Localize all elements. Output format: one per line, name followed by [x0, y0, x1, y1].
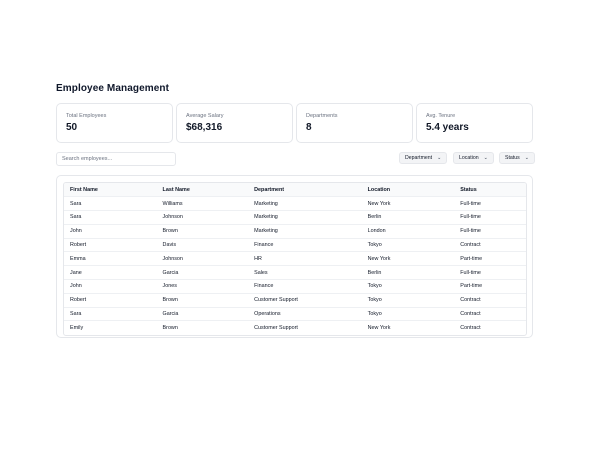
cell-department: Customer Support — [254, 325, 298, 332]
table-row[interactable] — [64, 252, 526, 266]
department-filter-label: Department — [405, 155, 433, 161]
search-input[interactable] — [56, 152, 176, 166]
column-header-status[interactable]: Status — [454, 183, 526, 197]
cell-department: Marketing — [248, 211, 362, 225]
location-filter-button[interactable] — [453, 152, 494, 164]
cell-location: Tokyo — [362, 293, 455, 307]
cell-status: Contract — [454, 293, 526, 307]
cell-last-name: Williams — [157, 197, 249, 211]
stats-row — [56, 103, 533, 143]
cell-location: Tokyo — [362, 307, 455, 321]
table-row[interactable] — [64, 307, 526, 321]
stat-value: 50 — [66, 122, 78, 133]
cell-last-name: Johnson — [157, 211, 249, 225]
cell-location: Tokyo — [362, 238, 455, 252]
cell-department: Sales — [248, 266, 362, 280]
table-row[interactable] — [64, 211, 526, 225]
column-header-first-name[interactable]: First Name — [64, 183, 157, 197]
employee-management-page — [56, 83, 533, 332]
table-row[interactable] — [64, 266, 526, 280]
cell-department: Operations — [248, 307, 362, 321]
table-row[interactable] — [64, 293, 526, 307]
chevron-down-icon: ⌄ — [437, 155, 442, 161]
column-header-department[interactable]: Department — [248, 183, 362, 197]
stat-card-average-salary — [176, 103, 293, 143]
employee-table — [64, 183, 526, 335]
table-row[interactable] — [64, 280, 526, 294]
stat-label: Departments — [306, 113, 338, 119]
cell-last-name: Brown — [162, 325, 178, 332]
employee-table-card — [56, 175, 533, 338]
cell-status: Full-time — [454, 266, 526, 280]
cell-first-name: Jane — [64, 266, 157, 280]
stat-value: $68,316 — [186, 122, 223, 133]
cell-first-name: Sara — [64, 197, 157, 211]
cell-status: Part-time — [454, 252, 526, 266]
cell-last-name: Brown — [157, 293, 249, 307]
cell-department: Customer Support — [248, 293, 362, 307]
cell-first-name: Emily — [70, 325, 84, 332]
cell-department: Marketing — [248, 197, 362, 211]
cell-location: London — [362, 224, 455, 238]
stat-card-total-employees — [56, 103, 173, 143]
status-filter-label: Status — [505, 155, 520, 161]
column-header-last-name[interactable]: Last Name — [157, 183, 249, 197]
column-header-location[interactable]: Location — [362, 183, 455, 197]
cell-last-name: Garcia — [157, 266, 249, 280]
cell-first-name: John — [64, 224, 157, 238]
table-row[interactable] — [64, 224, 526, 238]
chevron-down-icon: ⌄ — [524, 155, 529, 161]
cell-first-name: Robert — [64, 293, 157, 307]
stat-card-avg-tenure — [416, 103, 533, 143]
cell-location: New York — [362, 252, 455, 266]
table-header-row — [64, 183, 526, 197]
table-body — [64, 197, 526, 335]
cell-location: Tokyo — [362, 280, 455, 294]
stat-value: 8 — [306, 122, 312, 133]
stat-label: Total Employees — [66, 113, 107, 119]
cell-location: New York — [362, 197, 455, 211]
table-row[interactable] — [64, 197, 526, 211]
cell-location: Berlin — [362, 266, 455, 280]
cell-last-name: Jones — [157, 280, 249, 294]
cell-first-name: Robert — [64, 238, 157, 252]
stat-card-departments — [296, 103, 413, 143]
location-filter-label: Location — [459, 155, 479, 161]
cell-department: Finance — [248, 238, 362, 252]
stat-value: 5.4 years — [426, 122, 469, 133]
cell-department: Finance — [248, 280, 362, 294]
cell-status: Full-time — [454, 211, 526, 225]
stat-label: Average Salary — [186, 113, 224, 119]
employee-table-container — [63, 182, 527, 336]
cell-location: New York — [367, 325, 391, 332]
cell-last-name: Davis — [157, 238, 249, 252]
cell-status: Full-time — [454, 224, 526, 238]
cell-status: Part-time — [454, 280, 526, 294]
cell-first-name: Sara — [64, 211, 157, 225]
cell-last-name: Johnson — [157, 252, 249, 266]
cell-department: Marketing — [248, 224, 362, 238]
table-row[interactable] — [64, 321, 526, 335]
cell-location: Berlin — [362, 211, 455, 225]
cell-last-name: Garcia — [157, 307, 249, 321]
stat-label: Avg. Tenure — [426, 113, 456, 119]
cell-status: Contract — [460, 325, 481, 332]
department-filter-button[interactable] — [399, 152, 447, 164]
cell-first-name: Sara — [64, 307, 157, 321]
chevron-down-icon: ⌄ — [483, 155, 488, 161]
cell-status: Contract — [454, 238, 526, 252]
cell-first-name: Emma — [64, 252, 157, 266]
cell-last-name: Brown — [157, 224, 249, 238]
page-title: Employee Management — [56, 83, 170, 94]
cell-department: HR — [248, 252, 362, 266]
cell-status: Contract — [454, 307, 526, 321]
table-row[interactable] — [64, 238, 526, 252]
cell-first-name: John — [64, 280, 157, 294]
cell-status: Full-time — [454, 197, 526, 211]
status-filter-button[interactable] — [499, 152, 535, 164]
